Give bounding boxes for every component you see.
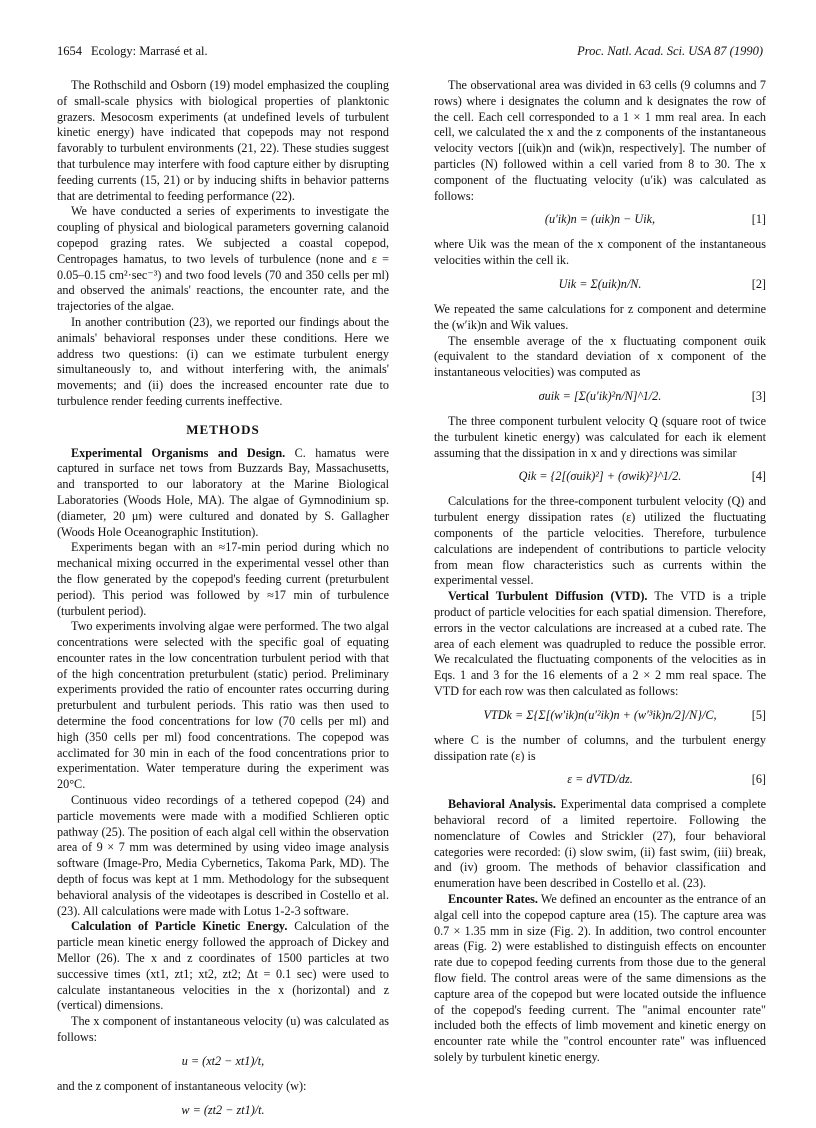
equation-4 (434, 469, 766, 486)
paragraph-text: Experimental data comprised a complete behavioral record of a limited repertoire. Following the nomenclature of Cowles and Strickler (27), four behavioral categories were recorded: (i) slow swim, (ii) fast swim, (iii) break, and (iv) groom. The methods of behavior classification and enumeration have been described in Costello et al. (23). (434, 797, 767, 891)
equation-expression: VTDk = Σ{Σ[(w′ik)n(u′²ik)n + (w′³ik)n/2]/N}/C, (483, 707, 717, 722)
left-column (57, 78, 389, 1128)
equation-expression: u = (xt2 − xt1)/t, (181, 1053, 265, 1068)
equation-1 (434, 212, 766, 229)
paragraph-text: We defined an encounter as the entrance of an algal cell into the copepod capture area (15). The capture area was 0.7 × 1.35 mm in size (Fig. 2). In addition, two control encounter areas (Fig. 2) were established to distinguish effects on encounter rate due to copepod feeding currents from those due to the general flow field. The control areas were of the same dimensions as the capture area of the copepod but were located outside the influence of the copepod's feeding current. The "animal encounter rate" included both the effects of limb movement and kinetic energy on encounter rate while the "control encounter rate" was influenced solely by turbulent kinetic energy. (434, 892, 767, 1065)
paragraph: Experiments began with an ≈17-min period during which no mechanical mixing occurred in the experimental vessel other than the flow generated by the copepod's feeding current (preturbulent period). This period was followed by ≈17 min of turbulence (turbulent period). (57, 540, 389, 618)
right-column (434, 78, 766, 1066)
paragraph: Two experiments involving algae were performed. The two algal concentrations were selected with the specific goal of equating encounter rates in the low concentration turbulent period with that of the high concentration preturbulent (static) period. Preliminary experiments provided the ratio of encounter rates occurring during preturbulent and turbulent periods. This ratio was then used to determine the food concentrations for low (70 cells per ml) and high (350 cells per ml) food concentrations. The copepod was acclimated for 30 min in each of the food concentrations prior to experimentation. Water temperature during the experiment was 20°C. (57, 619, 389, 792)
run-in-heading: Vertical Turbulent Diffusion (VTD). (448, 589, 648, 604)
run-in-heading: Behavioral Analysis. (448, 797, 556, 812)
paragraph (57, 446, 389, 541)
equation-number: [6] (751, 772, 766, 787)
equation-number: [4] (751, 469, 766, 484)
paragraph: where Uik was the mean of the x component of the instantaneous velocities within the cell ik. (434, 237, 766, 268)
equation-expression: Qik = {2[(σuik)²] + (σwik)²}^1/2. (518, 469, 682, 484)
paragraph: We have conducted a series of experiments to investigate the coupling of physical and biological parameters governing calanoid copepod grazing rates. We subjected a coastal copepod, Centropages hamatus, to two levels of turbulence (none and ε = 0.05–0.15 cm²·sec⁻³) and two food levels (70 and 350 cells per ml) and observed the animals' reactions, the encounter rate, and the trajectories of the algae. (57, 204, 389, 314)
equation-6 (434, 772, 766, 789)
page-header (57, 44, 763, 62)
equation-expression: ε = dVTD/dz. (567, 772, 633, 787)
equation-w (57, 1103, 389, 1120)
paragraph: The ensemble average of the x fluctuating component σuik (equivalent to the standard deviation of x component of the instantaneous velocities) was computed as (434, 333, 766, 380)
paragraph: We repeated the same calculations for z component and determine the (w′ik)n and Wik values. (434, 301, 766, 332)
paragraph (434, 589, 766, 700)
paragraph: where C is the number of columns, and the turbulent energy dissipation rate (ε) is (434, 732, 766, 763)
paragraph (57, 919, 389, 1014)
paragraph: The observational area was divided in 63 cells (9 columns and 7 rows) where i designates the column and k designates the row of the cell. Each cell corresponded to a 1 × 1 mm real area. In each cell, we calculated the x and the z components of the instantaneous velocity vectors [(uik)n and (wik)n, respectively]. The number of particles (N) followed within a cell varied from 8 to 30. The x component of the fluctuating velocity (u′ik) was calculated as follows: (434, 78, 766, 203)
equation-number: [5] (751, 707, 766, 722)
paragraph-text: The VTD is a triple product of particle velocities for each spatial dimension. Therefore, errors in the vector calculations are increased at a cubed rate. The area of each element was quadrupled to reduce the possible error. We recalculated the fluctuating components of the velocities as in Eqs. 1 and 3 for the 16 elements of a 2 × 2 mm real space. The VTD for each row was then calculated as follows: (434, 589, 767, 698)
run-in-heading: Encounter Rates. (448, 892, 538, 907)
paragraph: Continuous video recordings of a tethered copepod (24) and particle movements were made with a modified Schlieren optic pathway (25). The position of each algal cell within the observation area of 9 × 7 mm was determined by using video image analysis software (Image-Pro, Media Cybernetics, Takoma Park, MD). The depth of focus was kept at 1 mm. Methodology for the subsequent behavioral analysis of the videotapes is described in Costello et al. (23). All calculations were made with Lotus 1-2-3 software. (57, 793, 389, 918)
running-title: Ecology: Marrasé et al. (91, 44, 208, 58)
page-number: 1654 (57, 44, 82, 58)
paragraph: In another contribution (23), we reported our findings about the animals' behavioral responses under these conditions. Here we address two questions: (i) can we estimate turbulent energy simultaneously to, and without interfering with, the animals' movements; and (ii) does the increased encounter rate due to turbulence render feeding currents ineffective. (57, 314, 389, 408)
paragraph: and the z component of instantaneous velocity (w): (57, 1078, 307, 1093)
equation-expression: (u′ik)n = (uik)n − Uik, (544, 212, 656, 227)
paragraph (434, 797, 766, 892)
equation-5 (434, 708, 766, 725)
run-in-heading: Experimental Organisms and Design. (71, 445, 286, 460)
paragraph: The Rothschild and Osborn (19) model emphasized the coupling of small-scale physics with biological properties of planktonic grazers. Mesocosm experiments (at undefined levels of turbulent kinetic energy) have indicated that copepods may not respond favorably to turbulent environments (21, 22). These studies suggest that turbulence may interfere with food capture either by disrupting feeding currents (15, 21) or by inducing shifts in behavior patterns that are detrimental to feeding performance (22). (57, 78, 389, 203)
paragraph: The x component of instantaneous velocity (u) was calculated as follows: (57, 1014, 389, 1045)
equation-number: [3] (751, 388, 766, 403)
paragraph-text: C. hamatus were captured in surface net tows from Buzzards Bay, Massachusetts, and transported to our laboratory at the Marine Biological Laboratories (Woods Hole, MA). The algae of Gymnodinium sp. (diameter, 20 μm) were cultured and donated by S. Gallagher (Woods Hole Oceanographic Institution). (57, 445, 390, 539)
paragraph: Calculations for the three-component turbulent velocity (Q) and turbulent energy dissipation rates (ε) utilized the fluctuating components of the particle velocities. Therefore, turbulence calculations are independent of contributions to particle velocity from mean flow characteristics such as currents within the experimental vessel. (434, 494, 766, 588)
section-heading-methods: METHODS (186, 421, 260, 437)
equation-2 (434, 277, 766, 294)
equation-u (57, 1054, 389, 1071)
equation-number: [2] (751, 276, 766, 291)
equation-3 (434, 389, 766, 406)
paragraph-text: Calculation of the particle mean kinetic energy followed the approach of Dickey and Mellor (26). The x and z coordinates of 1500 particles at two successive times (xt1, zt1; xt2, zt2; Δt = 0.1 sec) were used to calculate instantaneous velocities in the x (horizontal) and z (vertical) dimensions. (57, 919, 389, 1013)
paragraph (434, 892, 766, 1066)
journal-citation: Proc. Natl. Acad. Sci. USA 87 (1990) (577, 44, 763, 58)
equation-number: [1] (751, 212, 766, 227)
equation-expression: Uik = Σ(uik)n/N. (558, 276, 642, 291)
paragraph: The three component turbulent velocity Q (square root of twice the turbulent kinetic energy) was calculated for each ik element assuming that the dissipation in x and y directions was similar (434, 413, 766, 460)
run-in-heading: Calculation of Particle Kinetic Energy. (71, 919, 288, 934)
equation-expression: w = (zt2 − zt1)/t. (181, 1102, 265, 1117)
equation-expression: σuik = [Σ(u′ik)²n/N]^1/2. (538, 388, 662, 403)
